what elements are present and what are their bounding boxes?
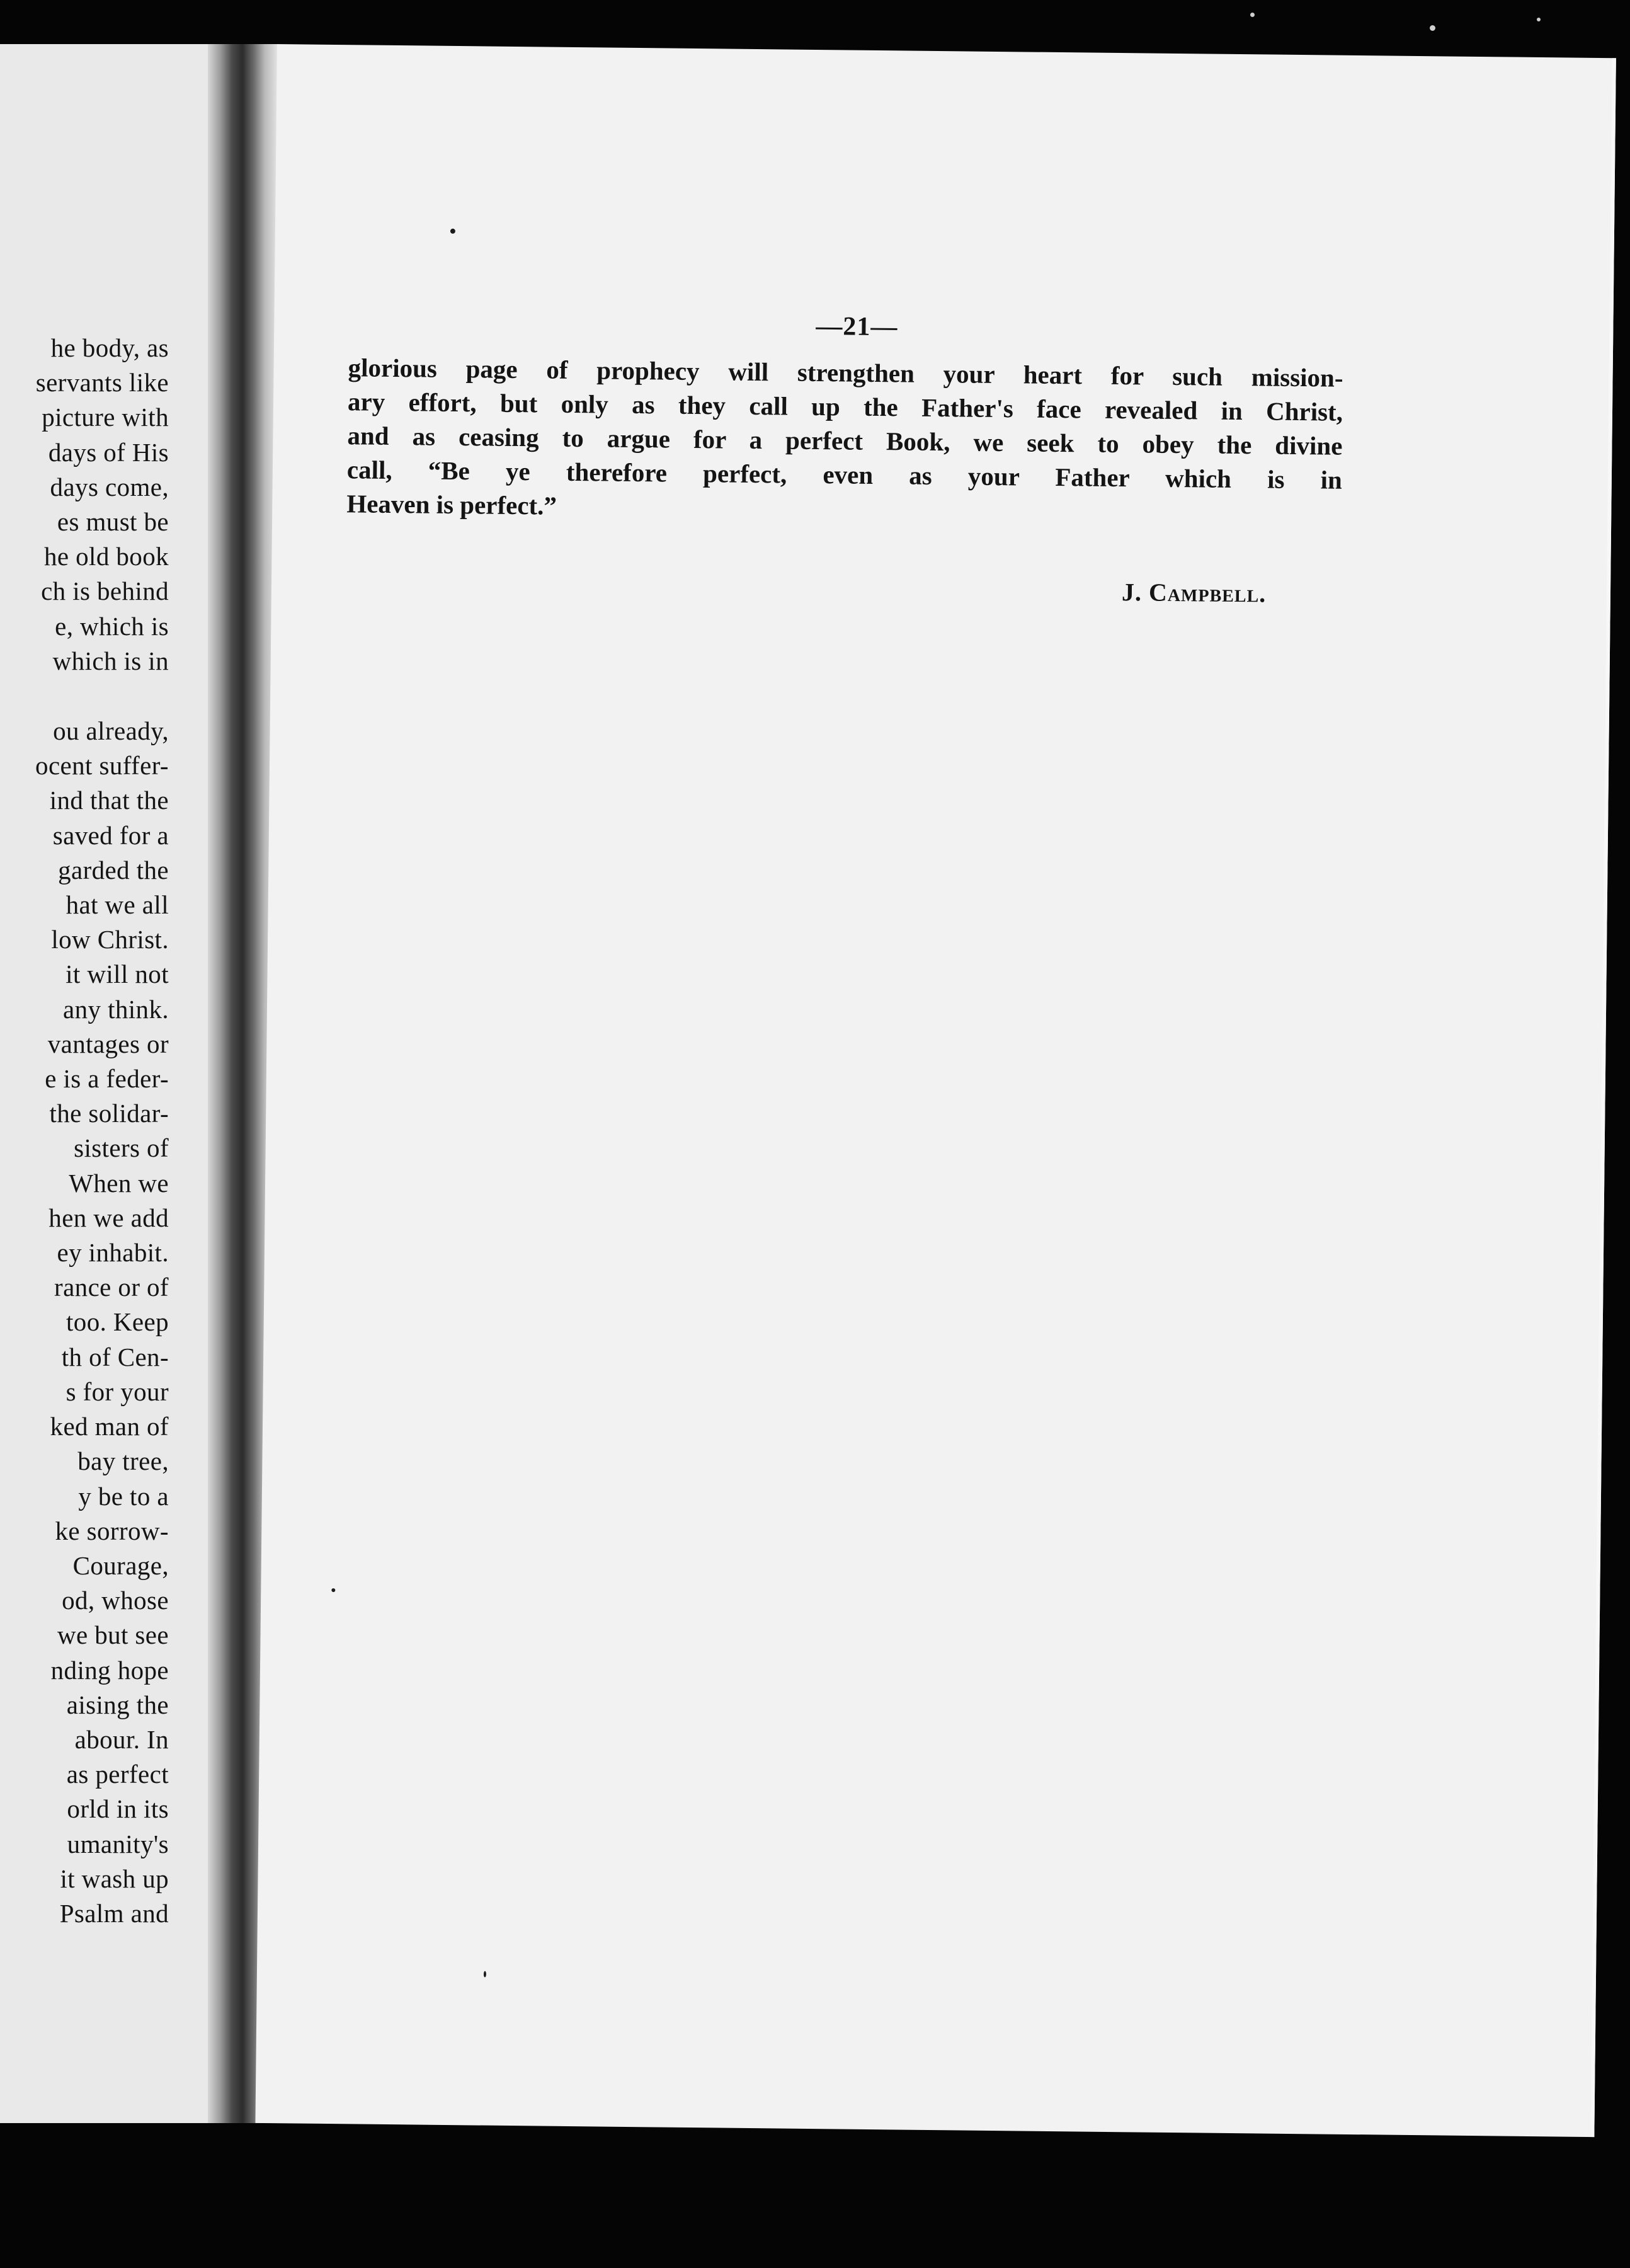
left-page-text-column [0, 331, 169, 1931]
left-page-line: umanity's [67, 1829, 169, 1858]
scan-speck [1430, 25, 1435, 31]
left-page-line: he old book [44, 542, 169, 571]
scan-speck [1250, 13, 1255, 17]
left-page-line: ked man of [50, 1412, 169, 1441]
left-page-line: vantages or [47, 1029, 169, 1058]
left-page-line: ocent suffer- [35, 751, 169, 781]
left-page [0, 44, 208, 2123]
body-line: Heaven is perfect.” [346, 489, 557, 520]
left-page-line: hen we add [48, 1203, 169, 1232]
left-page-line: he body, as [50, 333, 169, 362]
scan-speck [484, 1971, 486, 1978]
body-line: glorious page of prophecy will strengthen your heart for such mission- [348, 353, 1343, 392]
left-page-line: od, whose [62, 1586, 169, 1615]
left-page-line: nding hope [50, 1655, 169, 1685]
left-page-line: s for your [66, 1377, 169, 1406]
right-page [255, 44, 1616, 2137]
scan-speck [1537, 18, 1541, 21]
left-page-line: When we [69, 1168, 169, 1198]
left-page-line: it wash up [60, 1864, 169, 1893]
left-page-line: ke sorrow- [55, 1516, 169, 1545]
left-page-line: y be to a [78, 1481, 169, 1511]
left-page-line: picture with [42, 403, 169, 432]
scan-speck [331, 1588, 335, 1592]
left-page-line: too. Keep [66, 1307, 169, 1337]
left-page-line: we but see [57, 1620, 169, 1650]
left-page-line: it will not [66, 959, 169, 989]
left-page-line: saved for a [52, 820, 169, 850]
left-page-line: hat we all [66, 890, 169, 920]
left-page-line: any think. [63, 994, 169, 1024]
left-page-line: orld in its [67, 1794, 169, 1824]
left-page-line: the solidar- [49, 1099, 169, 1128]
body-line: call, “Be ye therefore perfect, even as your Father which is in [346, 455, 1343, 495]
page-number: —21— [816, 311, 898, 342]
scan-speck [450, 229, 455, 234]
left-page-line: Psalm and [59, 1898, 169, 1928]
left-page-line: Courage, [72, 1550, 169, 1580]
left-page-line: garded the [58, 855, 169, 885]
body-line: and as ceasing to argue for a perfect Book, we seek to obey the divine [347, 421, 1343, 461]
left-page-line: servants like [35, 368, 169, 398]
body-paragraph [346, 350, 1343, 531]
left-page-line: ou already, [53, 716, 169, 746]
left-page-line: days come, [50, 472, 169, 501]
left-page-line: e, which is [55, 611, 169, 641]
left-page-line: which is in [52, 646, 169, 675]
left-page-line: abour. In [74, 1724, 169, 1754]
left-page-line: days of His [48, 437, 169, 467]
left-page-line: sisters of [74, 1133, 169, 1163]
left-page-line: es must be [57, 507, 169, 537]
left-page-line: bay tree, [77, 1446, 169, 1476]
signature-surname: Campbell. [1148, 578, 1267, 608]
left-page-line: th of Cen- [61, 1342, 169, 1372]
left-page-line: as perfect [66, 1760, 169, 1789]
left-page-line: rance or of [54, 1273, 169, 1302]
author-signature [1122, 577, 1267, 608]
left-page-line: aising the [66, 1690, 169, 1719]
left-page-line: low Christ. [51, 925, 169, 954]
left-page-line: ey inhabit. [57, 1238, 169, 1268]
left-page-line: ch is behind [41, 576, 169, 606]
body-line: ary effort, but only as they call up the Father's face revealed in Christ, [347, 387, 1343, 427]
left-page-line: e is a feder- [45, 1064, 169, 1094]
signature-initial: J. [1121, 578, 1143, 607]
left-page-line: ind that the [49, 786, 169, 815]
